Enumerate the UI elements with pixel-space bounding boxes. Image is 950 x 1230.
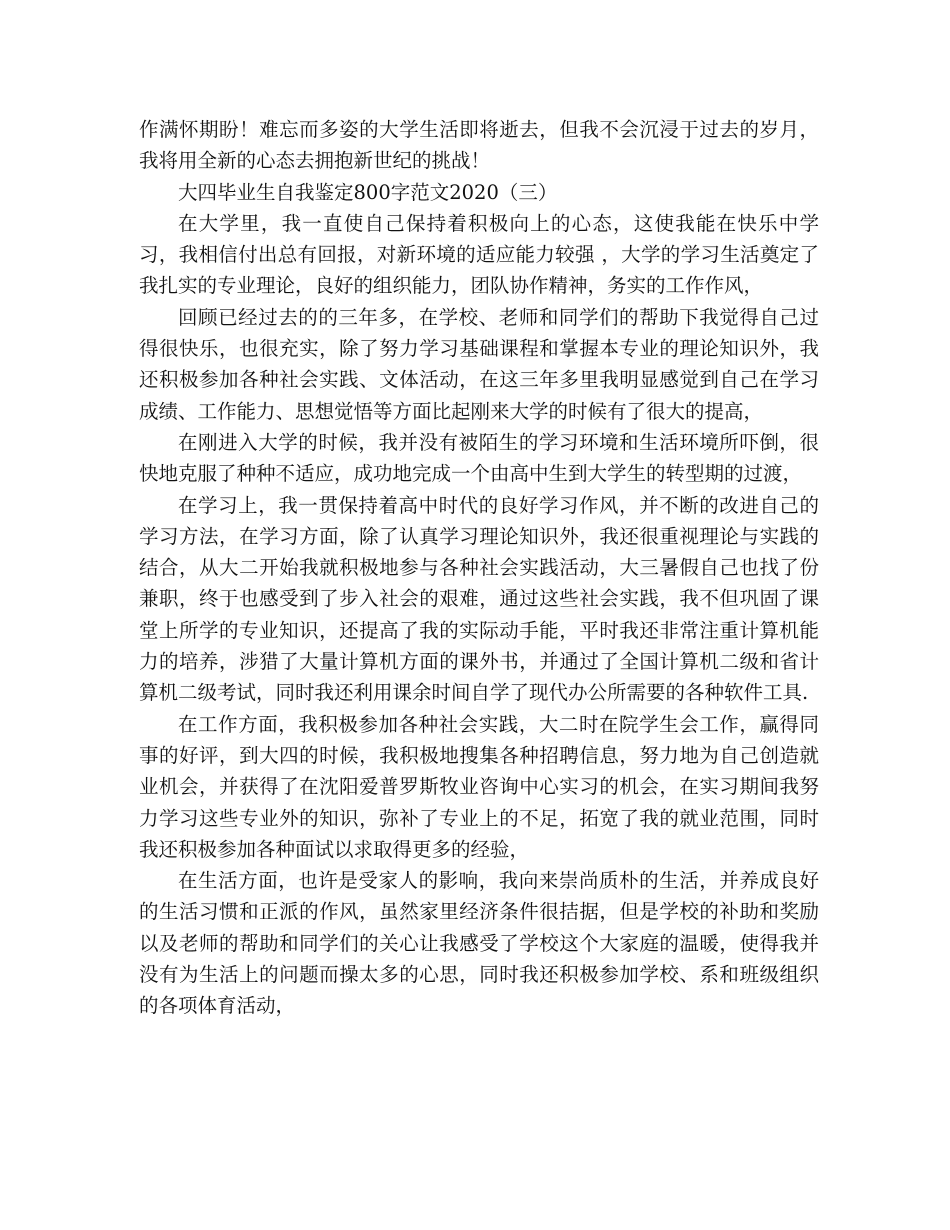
paragraph-continuation: 作满怀期盼！难忘而多姿的大学生活即将逝去，但我不会沉浸于过去的岁月，我将用全新的心态去拥抱新世纪的挑战！ [139,118,819,173]
paragraph: 在学习上，我一贯保持着高中时代的良好学习作风，并不断的改进自己的学习方法，在学习方面，除了认真学习理论知识外，我还很重视理论与实践的结合，从大二开始我就积极地参与各种社会实践活动，大三暑假自己也找了份兼职，终于也感受到了步入社会的艰难，通过这些社会实践，我不但巩固了课堂上所学的专业知识，还提高了我的实际动手能，平时我还非常注重计算机能力的培养，涉猎了大量计算机方面的课外书，并通过了全国计算机二级和省计算机二级考试，同时我还利用课余时间自学了现代办公所需要的各种软件工具. [139,493,819,705]
section-heading: 大四毕业生自我鉴定800字范文2020（三） [178,180,558,204]
paragraph: 回顾已经过去的的三年多，在学校、老师和同学们的帮助下我觉得自己过得很快乐，也很充实，除了努力学习基础课程和掌握本专业的理论知识外，我还积极参加各种社会实践、文体活动，在这三年多里我明显感觉到自己在学习成绩、工作能力、思想觉悟等方面比起刚来大学的时候有了很大的提高， [139,305,819,423]
document-body [139,114,819,1022]
paragraph: 在生活方面，也许是受家人的影响，我向来崇尚质朴的生活，并养成良好的生活习惯和正派的作风，虽然家里经济条件很拮据，但是学校的补助和奖励以及老师的帮助和同学们的关心让我感受了学校这个大家庭的温暖，使得我并没有为生活上的问题而操太多的心思，同时我还积极参加学校、系和班级组织的各项体育活动， [139,869,819,1018]
paragraph: 在大学里，我一直使自己保持着积极向上的心态，这使我能在快乐中学习，我相信付出总有回报，对新环境的适应能力较强 ，大学的学习生活奠定了我扎实的专业理论，良好的组织能力，团队协作精神，务实的工作作风， [139,211,819,298]
paragraph: 在刚进入大学的时候，我并没有被陌生的学习环境和生活环境所吓倒，很快地克服了种种不适应，成功地完成一个由高中生到大学生的转型期的过渡， [139,430,819,486]
paragraph: 在工作方面，我积极参加各种社会实践，大二时在院学生会工作，赢得同事的好评，到大四的时候，我积极地搜集各种招聘信息，努力地为自己创造就业机会，并获得了在沈阳爱普罗斯牧业咨询中心实习的机会，在实习期间我努力学习这些专业外的知识，弥补了专业上的不足，拓宽了我的就业范围，同时我还积极参加各种面试以求取得更多的经验， [139,712,819,861]
